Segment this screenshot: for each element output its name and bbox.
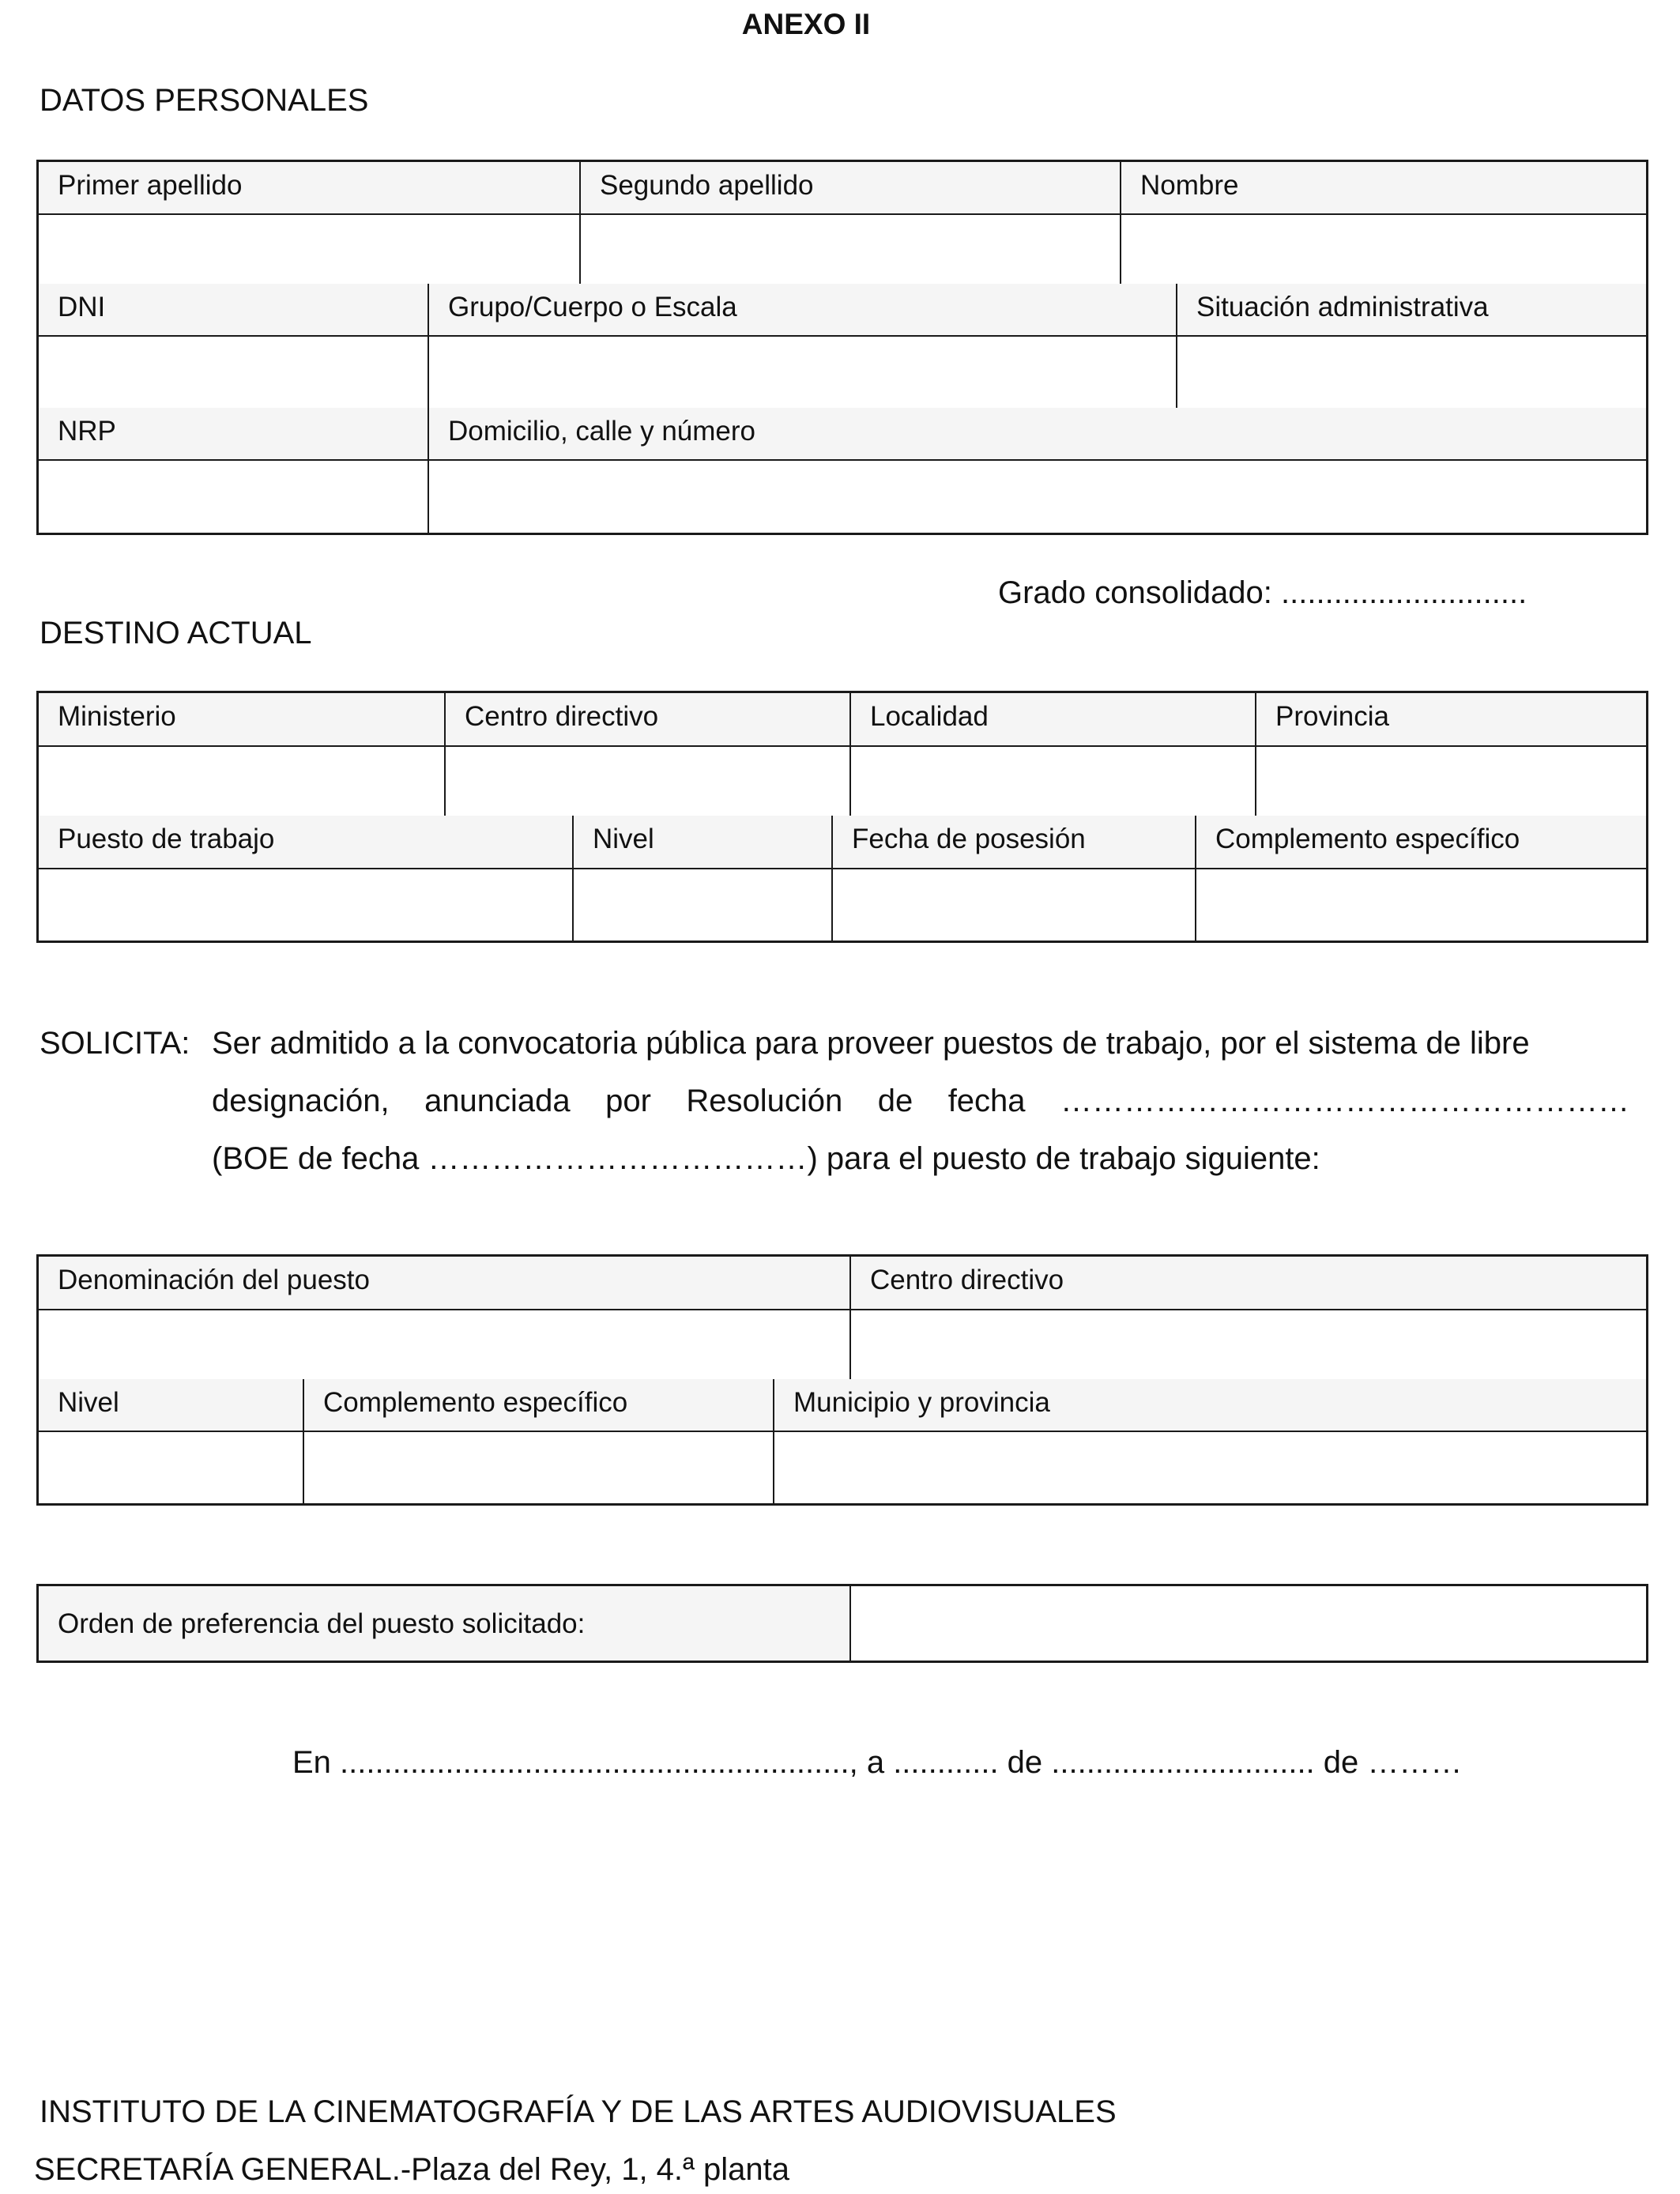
field-primer-apellido[interactable] (39, 215, 581, 284)
label-primer-apellido: Primer apellido (39, 162, 581, 215)
field-provincia[interactable] (1256, 747, 1646, 816)
label-domicilio: Domicilio, calle y número (429, 408, 1646, 461)
label-complemento-especifico: Complemento específico (1196, 816, 1646, 869)
solicita-word: anunciada (424, 1084, 571, 1118)
solicita-word: Resolución (686, 1084, 843, 1118)
section-heading-datos-personales: DATOS PERSONALES (40, 83, 369, 118)
field-nivel[interactable] (574, 869, 833, 941)
label-grupo: Grupo/Cuerpo o Escala (429, 284, 1177, 337)
field-puesto-complemento-especifico[interactable] (304, 1432, 774, 1503)
label-provincia: Provincia (1256, 693, 1646, 747)
personal-data-table-dni (36, 284, 1648, 410)
field-centro-directivo[interactable] (446, 747, 851, 816)
label-nrp: NRP (39, 408, 429, 461)
solicita-word: por (605, 1084, 651, 1118)
field-nrp[interactable] (39, 461, 429, 533)
section-heading-destino-actual: DESTINO ACTUAL (40, 616, 312, 650)
footer-address: SECRETARÍA GENERAL.-Plaza del Rey, 1, 4.ª planta (34, 2152, 789, 2187)
solicita-line-1: Ser admitido a la convocatoria pública para proveer puestos de trabajo, por el sistema de libre (212, 1026, 1530, 1061)
field-puesto-de-trabajo[interactable] (39, 869, 574, 941)
puesto-table-nivel (36, 1379, 1648, 1506)
personal-data-table-names (36, 160, 1648, 286)
field-puesto-nivel[interactable] (39, 1432, 304, 1503)
solicita-line-3: (BOE de fecha ………………………………) para el puesto de trabajo siguiente: (212, 1141, 1320, 1176)
destino-table-ministerio (36, 691, 1648, 818)
field-nombre[interactable] (1121, 215, 1646, 284)
field-ministerio[interactable] (39, 747, 446, 816)
orden-preferencia-table (36, 1584, 1648, 1663)
label-situacion-administrativa: Situación administrativa (1177, 284, 1646, 337)
label-puesto-complemento-especifico: Complemento específico (304, 1379, 774, 1432)
footer-institution: INSTITUTO DE LA CINEMATOGRAFÍA Y DE LAS ARTES AUDIOVISUALES (40, 2094, 1117, 2129)
label-orden-de-preferencia: Orden de preferencia del puesto solicitado: (39, 1586, 851, 1661)
field-domicilio[interactable] (429, 461, 1646, 533)
label-segundo-apellido: Segundo apellido (581, 162, 1121, 215)
grado-consolidado: Grado consolidado: ............................ (998, 575, 1527, 610)
page-title: ANEXO II (741, 8, 871, 40)
label-municipio-y-provincia: Municipio y provincia (774, 1379, 1646, 1432)
field-situacion-administrativa[interactable] (1177, 337, 1646, 408)
label-centro-directivo: Centro directivo (446, 693, 851, 747)
solicita-word: de (877, 1084, 913, 1118)
label-nivel: Nivel (574, 816, 833, 869)
field-grupo[interactable] (429, 337, 1177, 408)
label-puesto-centro-directivo: Centro directivo (851, 1257, 1646, 1310)
field-complemento-especifico[interactable] (1196, 869, 1646, 941)
field-dni[interactable] (39, 337, 429, 408)
field-localidad[interactable] (851, 747, 1256, 816)
solicita-fecha-blank: ……………………………………………… (1060, 1084, 1629, 1118)
personal-data-table-nrp (36, 408, 1648, 535)
puesto-table-denominacion (36, 1254, 1648, 1382)
label-puesto-de-trabajo: Puesto de trabajo (39, 816, 574, 869)
field-fecha-de-posesion[interactable] (833, 869, 1196, 941)
label-ministerio: Ministerio (39, 693, 446, 747)
solicita-label: SOLICITA: (40, 1026, 190, 1061)
solicita-line-2 (212, 1085, 1629, 1117)
field-segundo-apellido[interactable] (581, 215, 1121, 284)
destino-table-puesto (36, 816, 1648, 943)
solicita-word: designación, (212, 1084, 390, 1118)
lugar-fecha-line: En .........................................................., a ............ de .............................. de ……… (292, 1745, 1463, 1780)
field-municipio-y-provincia[interactable] (774, 1432, 1646, 1503)
field-puesto-centro-directivo[interactable] (851, 1310, 1646, 1379)
label-puesto-nivel: Nivel (39, 1379, 304, 1432)
label-denominacion-del-puesto: Denominación del puesto (39, 1257, 851, 1310)
label-dni: DNI (39, 284, 429, 337)
label-localidad: Localidad (851, 693, 1256, 747)
label-fecha-de-posesion: Fecha de posesión (833, 816, 1196, 869)
label-nombre: Nombre (1121, 162, 1646, 215)
field-denominacion-del-puesto[interactable] (39, 1310, 851, 1379)
solicita-word: fecha (947, 1084, 1026, 1118)
field-orden-de-preferencia[interactable] (851, 1586, 1646, 1661)
